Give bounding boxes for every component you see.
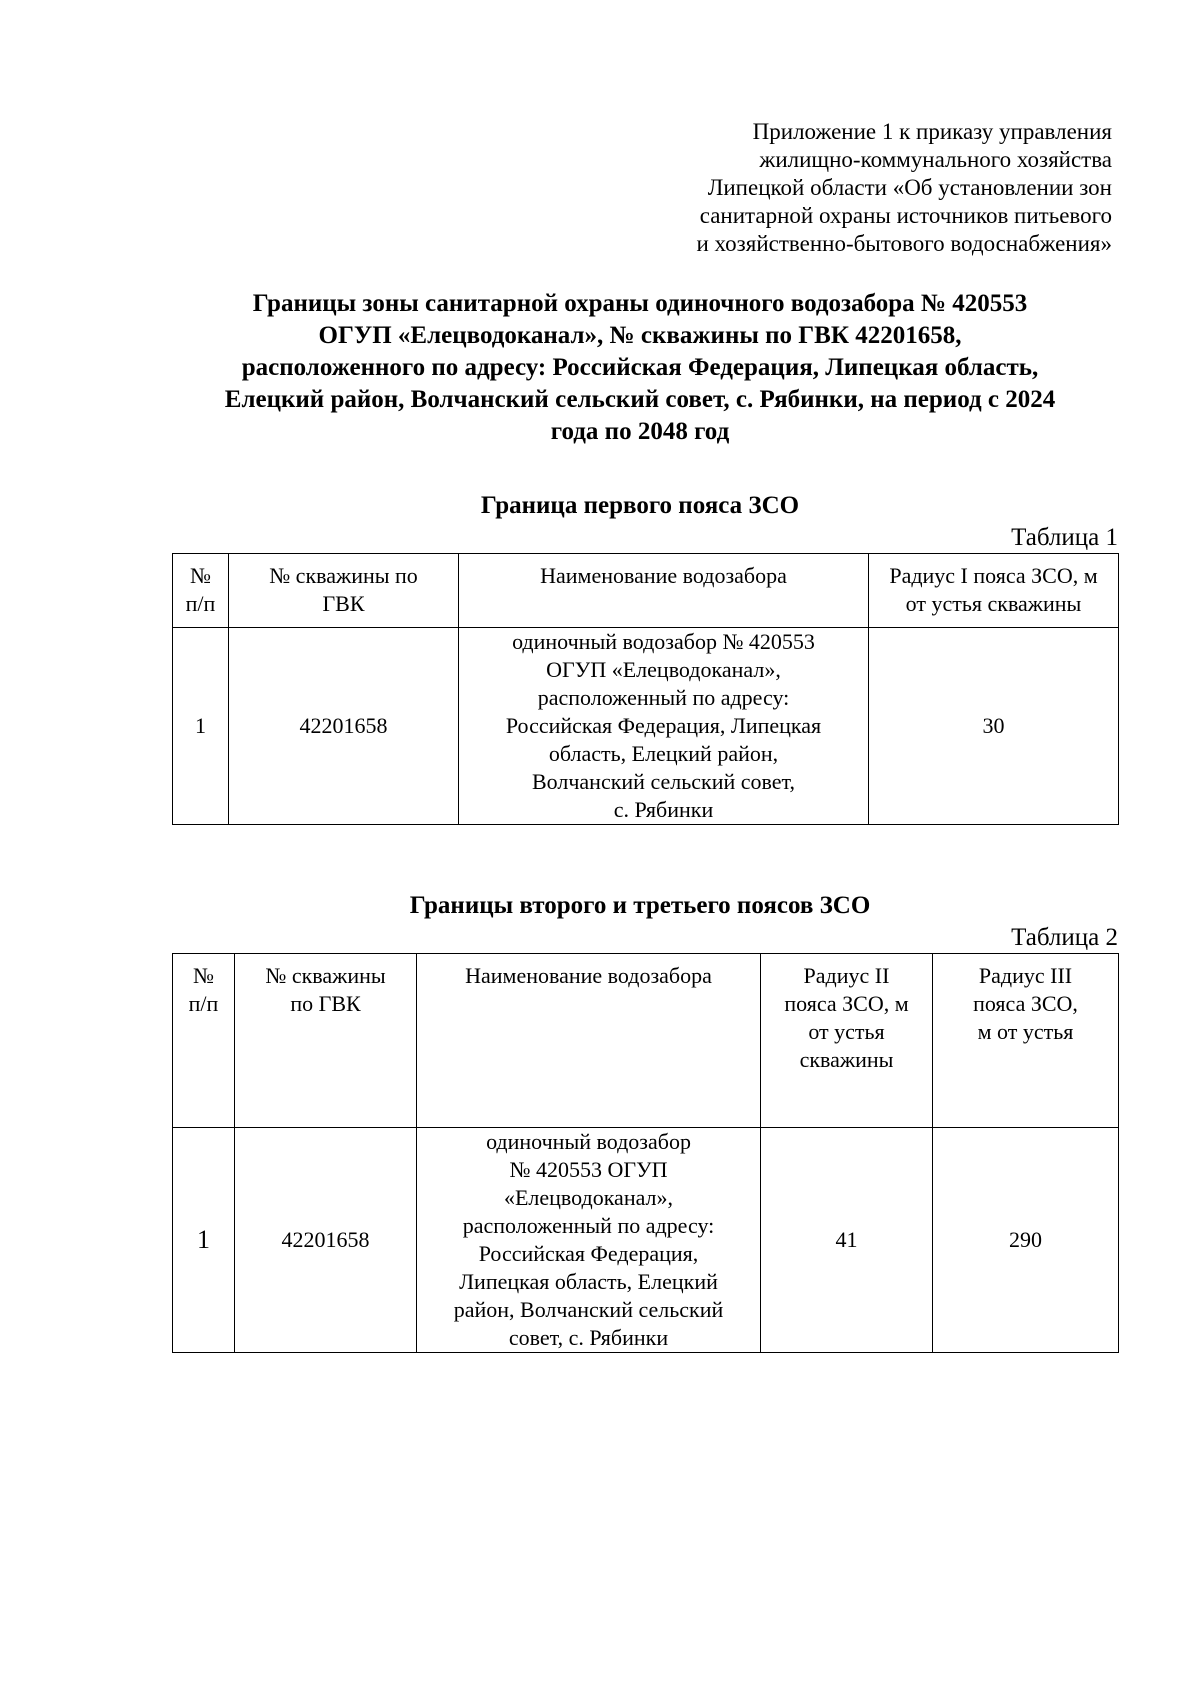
cell-num: 1 [173, 628, 229, 825]
appendix-line: санитарной охраны источников питьевого [699, 203, 1112, 228]
cell-intake-name: одиночный водозабор № 420553 ОГУП «Елецводоканал», расположенный по адресу: Российская Федерация, Липецкая область, Елецкий район, Волчанский сельский совет, с. Рябинки [459, 628, 869, 825]
header-cell-radius-ii: Радиус II пояса ЗСО, м от устья скважины [761, 954, 933, 1128]
cell-intake-name: одиночный водозабор № 420553 ОГУП «Елецводоканал», расположенный по адресу: Российская Федерация, Липецкая область, Елецкий район, Волчанский сельский совет, с. Рябинки [417, 1128, 761, 1353]
appendix-line: и хозяйственно-бытового водоснабжения» [696, 231, 1112, 256]
cell-well-number: 42201658 [229, 628, 459, 825]
table-row [173, 1128, 1119, 1353]
appendix-line: Приложение 1 к приказу управления [752, 119, 1112, 144]
table-first-zone [172, 553, 1119, 825]
cell-radius-iii: 290 [933, 1128, 1119, 1353]
table-row [173, 628, 1119, 825]
title-line: года по 2048 год [550, 418, 730, 445]
header-cell-num: № п/п [173, 554, 229, 628]
header-cell-radius: Радиус I пояса ЗСО, м от устья скважины [869, 554, 1119, 628]
title-line: расположенного по адресу: Российская Федерация, Липецкая область, [241, 354, 1039, 381]
table1-section-title: Граница первого пояса ЗСО [480, 492, 800, 519]
cell-num: 1 [173, 1128, 235, 1353]
header-cell-well: № скважины по ГВК [229, 554, 459, 628]
header-cell-well: № скважины по ГВК [235, 954, 417, 1128]
title-line: ОГУП «Елецводоканал», № скважины по ГВК 42201658, [318, 322, 962, 349]
title-line: Елецкий район, Волчанский сельский совет, с. Рябинки, на период с 2024 [224, 386, 1056, 413]
document-title [160, 288, 1120, 448]
cell-radius: 30 [869, 628, 1119, 825]
cell-radius-ii: 41 [761, 1128, 933, 1353]
table-header-row [173, 954, 1119, 1128]
table-second-third-zones [172, 953, 1119, 1353]
appendix-note [560, 118, 1112, 258]
table1-label: Таблица 1 [1011, 524, 1118, 551]
appendix-line: Липецкой области «Об установлении зон [707, 175, 1112, 200]
header-cell-name: Наименование водозабора [417, 954, 761, 1128]
title-line: Границы зоны санитарной охраны одиночного водозабора № 420553 [252, 290, 1028, 317]
header-cell-num: № п/п [173, 954, 235, 1128]
appendix-line: жилищно-коммунального хозяйства [759, 147, 1112, 172]
header-cell-radius-iii: Радиус III пояса ЗСО, м от устья [933, 954, 1119, 1128]
table2-label: Таблица 2 [1011, 924, 1118, 951]
table-header-row [173, 554, 1119, 628]
header-cell-name: Наименование водозабора [459, 554, 869, 628]
table2-section-title: Границы второго и третьего поясов ЗСО [409, 892, 871, 919]
cell-well-number: 42201658 [235, 1128, 417, 1353]
